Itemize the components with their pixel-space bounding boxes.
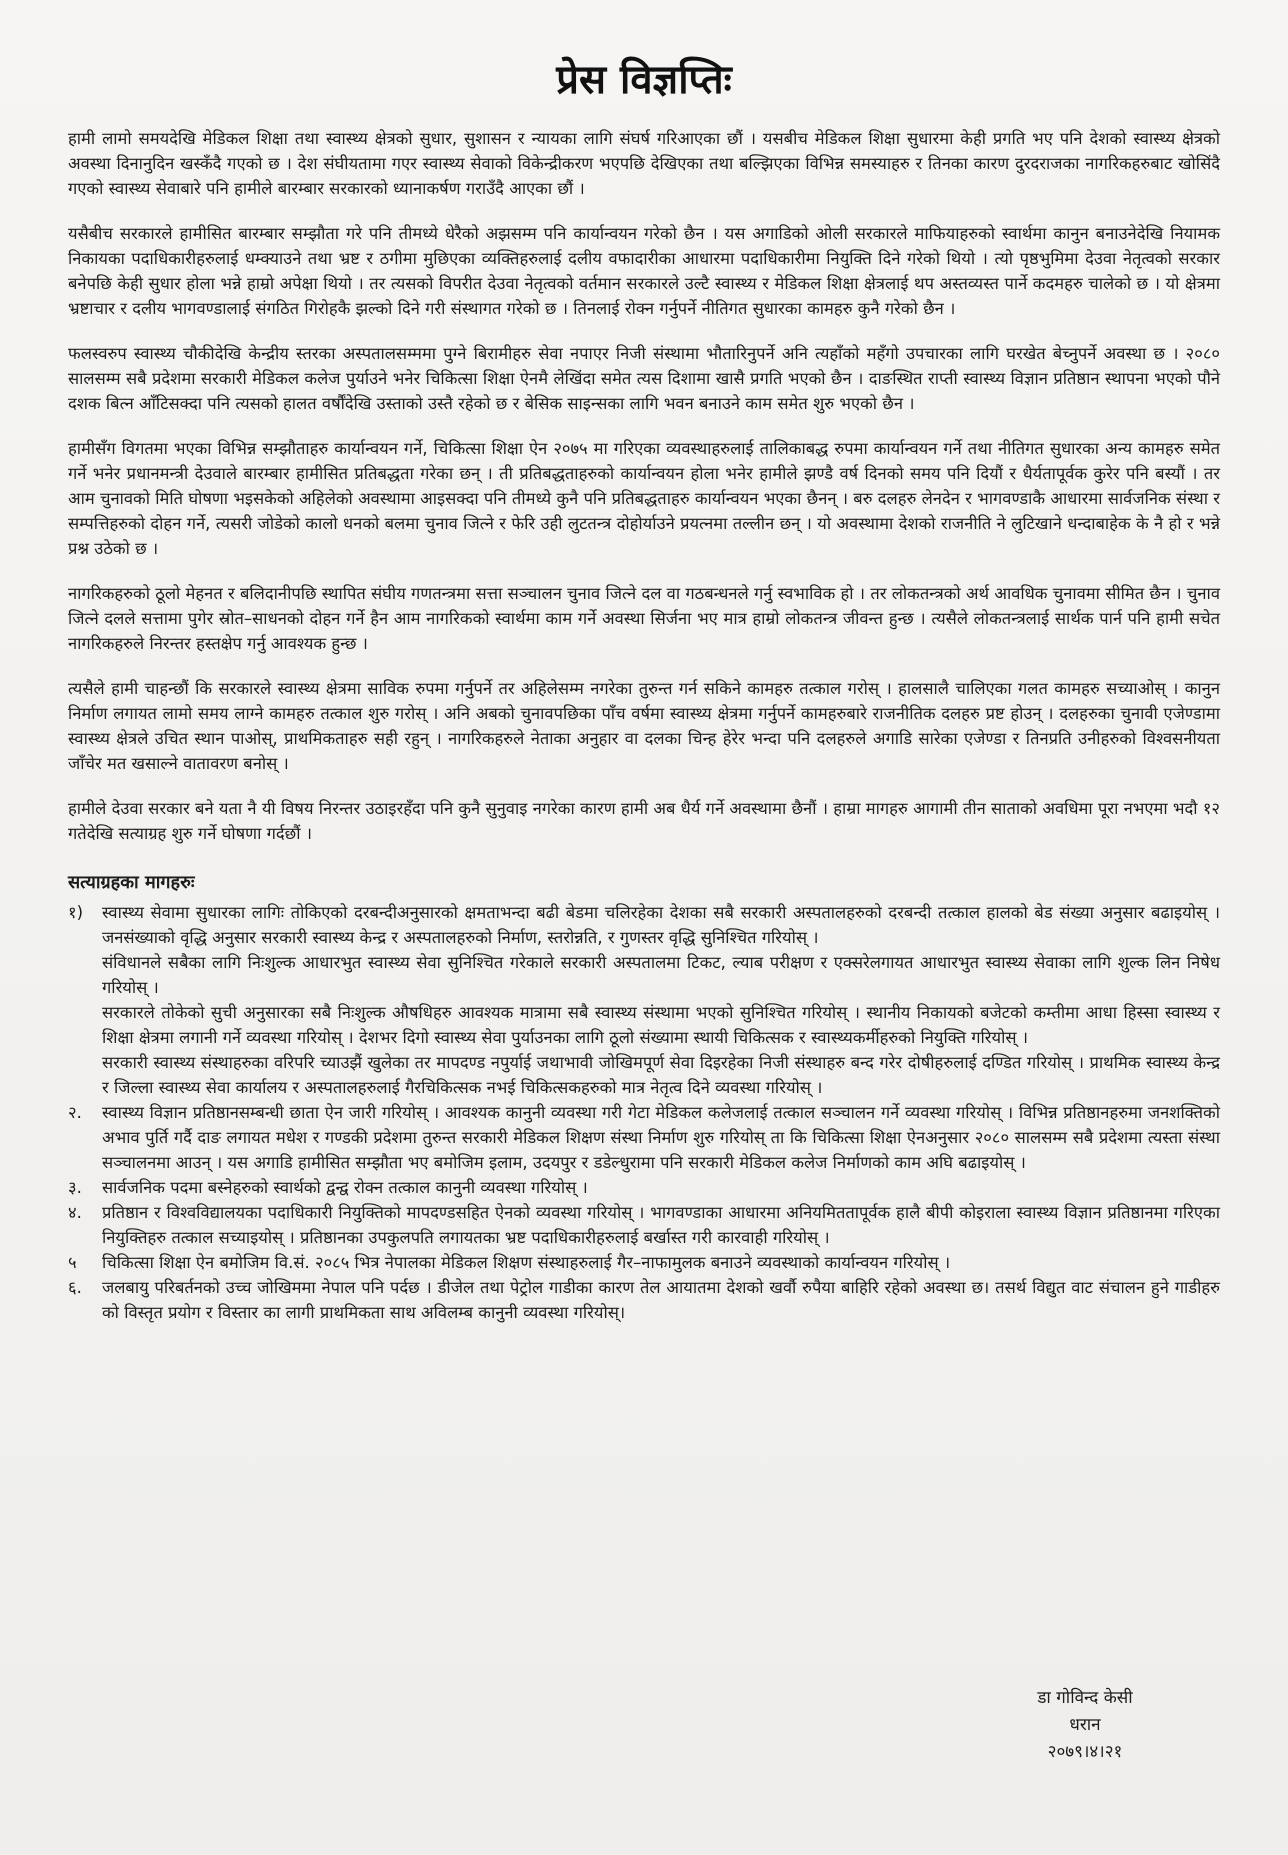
paragraph: हामी लामो समयदेखि मेडिकल शिक्षा तथा स्वास्थ्य क्षेत्रको सुधार, सुशासन र न्यायका लागि संघर्ष गरिआएका छौं । यसबीच मेडिकल शिक्षा सुधारमा केही प्रगति भए पनि देशको स्वास्थ्य क्षेत्रको अवस्था दिनानुदिन खस्कँदै गएको छ । देश संघीयतामा गएर स्वास्थ्य सेवाको विकेन्द्रीकरण भएपछि देखिएका तथा बल्झिएका विभिन्न समस्याहरु र तिनका कारण दुरदराजका नागरिकहरुबाट खोसिंदै गएको स्वास्थ्य सेवाबारे पनि हामीले बारम्बार सरकारको ध्यानाकर्षण गराउँदै आएका छौं ।: [68, 129, 1220, 198]
demand-item-4: [68, 1200, 1220, 1250]
press-release-body: [68, 126, 1220, 1325]
demand-number: १): [68, 903, 84, 922]
paragraph: नागरिकहरुको ठूलो मेहनत र बलिदानीपछि स्थापित संघीय गणतन्त्रमा सत्ता सञ्चालन चुनाव जित्ने दल वा गठबन्धनले गर्नु स्वभाविक हो । तर लोकतन्त्रको अर्थ आवधिक चुनावमा सीमित छैन । चुनाव जित्ने दलले सत्तामा पुगेर स्रोत–साधनको दोहन गर्ने हैन आम नागरिकको स्वार्थमा काम गर्ने अवस्था सिर्जना भए मात्र हाम्रो लोकतन्त्र जीवन्त हुन्छ । त्यसैले लोकतन्त्रलाई सार्थक पार्न पनि हामी सचेत नागरिकहरुले निरन्तर हस्तक्षेप गर्नु आवश्यक हुन्छ ।: [68, 584, 1220, 653]
paragraph: हामीसँग विगतमा भएका विभिन्न सम्झौताहरु कार्यान्वयन गर्ने, चिकित्सा शिक्षा ऐन २०७५ मा गरिएका व्यवस्थाहरुलाई तालिकाबद्ध रुपमा कार्यान्वयन गर्ने तथा नीतिगत सुधारका अन्य कामहरु समेत गर्ने भनेर प्रधानमन्त्री देउवाले बारम्बार हामीसित प्रतिबद्धता गरेका छन् । ती प्रतिबद्धताहरुको कार्यान्वयन होला भनेर हामीले झण्डै वर्ष दिनको समय पनि दियौं र धैर्यतापूर्वक कुरेर पनि बस्यौं । तर आम चुनावको मिति घोषणा भइसकेको अहिलेको अवस्थामा आइसक्दा पनि तीमध्ये कुनै पनि प्रतिबद्धताहरु कार्यान्वयन भएका छैनन् । बरु दलहरु लेनदेन र भागवण्डाकै आधारमा सार्वजनिक संस्था र सम्पत्तिहरुको दोहन गर्ने, त्यसरी जोडेको कालो धनको बलमा चुनाव जित्ने र फेरि उही लुटतन्त्र दोहोर्याउने प्रयत्नमा तल्लीन छन् । यो अवस्थामा देशको राजनीति ने लुटिखाने धन्दाबाहेक के नै हो र भन्ने प्रश्न उठेको छ ।: [68, 439, 1220, 558]
demand-number: २.: [68, 1103, 82, 1122]
demand-text: चिकित्सा शिक्षा ऐन बमोजिम वि.सं. २०८५ भित्र नेपालका मेडिकल शिक्षण संस्थाहरुलाई गैर–नाफामुलक बनाउने व्यवस्थाको कार्यान्वयन गरियोस् ।: [102, 1253, 951, 1272]
demand-number: ३.: [68, 1178, 82, 1197]
demand-text: स्वास्थ्य विज्ञान प्रतिष्ठानसम्बन्धी छाता ऐन जारी गरियोस् । आवश्यक कानुनी व्यवस्था गरी गेटा मेडिकल कलेजलाई तत्काल सञ्चालन गर्ने व्यवस्था गरियोस् । विभिन्न प्रतिष्ठानहरुमा जनशक्तिको अभाव पुर्ति गर्दै दाङ लगायत मधेश र गण्डकी प्रदेशमा तुरुन्त सरकारी मेडिकल शिक्षण संस्था निर्माण शुरु गरियोस् ता कि चिकित्सा शिक्षा ऐनअनुसार २०८० सालसम्म सबै प्रदेशमा त्यस्ता संस्था सञ्चालनमा आउन् । यस अगाडि हामीसित सम्झौता भए बमोजिम इलाम, उदयपुर र डडेल्धुरामा पनि सरकारी मेडिकल कलेज निर्माणको काम अघि बढाइयोस् ।: [102, 1103, 1220, 1172]
demand-number: ४.: [68, 1203, 82, 1222]
demand-item-2: [68, 1100, 1220, 1175]
paragraph: यसैबीच सरकारले हामीसित बारम्बार सम्झौता गरे पनि तीमध्ये धेरैको अझसम्म पनि कार्यान्वयन गरेको छैन । यस अगाडिको ओली सरकारले माफियाहरुको स्वार्थमा कानुन बनाउनेदेखि नियामक निकायका पदाधिकारीहरुलाई धम्क्याउने तथा भ्रष्ट र ठगीमा मुछिएका व्यक्तिहरुलाई दलीय वफादारीका आधारमा पदाधिकारीमा नियुक्ति दिने गरेको थियो । त्यो पृष्ठभुमिमा देउवा नेतृत्वको सरकार बनेपछि केही सुधार होला भन्ने हाम्रो अपेक्षा थियो । तर त्यसको विपरीत देउवा नेतृत्वको वर्तमान सरकारले उल्टै स्वास्थ्य र मेडिकल शिक्षा क्षेत्रलाई थप अस्तव्यस्त पार्ने कदमहरु चालेको छ । यो क्षेत्रमा भ्रष्टाचार र दलीय भागवण्डालाई संगठित गिरोहकै झल्को दिने गरी संस्थागत गरेको छ । तिनलाई रोक्न गर्नुपर्ने नीतिगत सुधारका कामहरु कुनै गरेको छैन ।: [68, 224, 1220, 318]
demand-text: प्रतिष्ठान र विश्वविद्यालयका पदाधिकारी नियुक्तिको मापदण्डसहित ऐनको व्यवस्था गरियोस् । भागवण्डाका आधारमा अनियमिततापूर्वक हालै बीपी कोइराला स्वास्थ्य विज्ञान प्रतिष्ठानमा गरिएका नियुक्तिहरु तत्काल सच्याइयोस् । प्रतिष्ठानका उपकुलपति लगायतका भ्रष्ट पदाधिकारीहरुलाई बर्खास्त गरी कारवाही गरियोस् ।: [102, 1203, 1220, 1247]
demand-text: जलबायु परिबर्तनको उच्च जोखिममा नेपाल पनि पर्दछ । डीजेल तथा पेट्रोल गाडीका कारण तेल आयातमा देशको खर्वौ रुपैया बाहिरि रहेको अवस्था छ। तसर्थ विद्युत वाट संचालन हुने गाडीहरु को विस्तृत प्रयोग र विस्तार का लागी प्राथमिकता साथ अविलम्ब कानुनी व्यवस्था गरियोस्।: [102, 1278, 1220, 1322]
demand-item-6: [68, 1275, 1220, 1325]
demand-text: स्वास्थ्य सेवामा सुधारका लागिः तोकिएको दरबन्दीअनुसारको क्षमताभन्दा बढी बेडमा चलिरहेका देशका सबै सरकारी अस्पतालहरुको दरबन्दी तत्काल हालको बेड संख्या अनुसार बढाइयोस् । जनसंख्याको वृद्धि अनुसार सरकारी स्वास्थ्य केन्द्र र अस्पतालहरुको निर्माण, स्तरोन्नति, र गुणस्तर वृद्धि सुनिश्चित गरियोस् ।: [102, 903, 1220, 947]
paragraph: फलस्वरुप स्वास्थ्य चौकीदेखि केन्द्रीय स्तरका अस्पतालसम्ममा पुग्ने बिरामीहरु सेवा नपाएर निजी संस्थामा भौतारिनुपर्ने अनि त्यहाँको महँगो उपचारका लागि घरखेत बेच्नुपर्ने अवस्था छ । २०८० सालसम्म सबै प्रदेशमा सरकारी मेडिकल कलेज पुर्याउने भनेर चिकित्सा शिक्षा ऐनमै लेखिंदा समेत त्यस दिशामा खासै प्रगति भएको छैन । दाङस्थित राप्ती स्वास्थ्य विज्ञान प्रतिष्ठान स्थापना भएको पौने दशक बित्न आँटिसक्दा पनि त्यसको हालत वर्षौंदेखि उस्ताको उस्तै रहेको छ र बेसिक साइन्सका लागि भवन बनाउने काम समेत शुरु भएको छैन ।: [68, 344, 1220, 413]
demand-text: संविधानले सबैका लागि निःशुल्क आधारभुत स्वास्थ्य सेवा सुनिश्चित गरेकाले सरकारी अस्पतालमा टिकट, ल्याब परीक्षण र एक्सरेलगायत आधारभुत स्वास्थ्य सेवाका लागि शुल्क लिन निषेध गरियोस् ।: [102, 953, 1220, 997]
signatory-name: डा गोविन्द केसी: [1037, 1688, 1133, 1708]
signatory-place: धरान: [1069, 1715, 1101, 1735]
demand-text: सार्वजनिक पदमा बस्नेहरुको स्वार्थको द्वन्द्व रोक्न तत्काल कानुनी व्यवस्था गरियोस् ।: [102, 1178, 588, 1197]
signature-date: २०७९।४।२१: [1047, 1742, 1123, 1762]
paragraph: हामीले देउवा सरकार बने यता नै यी विषय निरन्तर उठाइरहँदा पनि कुनै सुनुवाइ नगरेका कारण हामी अब धैर्य गर्ने अवस्थामा छैनौं । हाम्रा मागहरु आगामी तीन साताको अवधिमा पूरा नभएमा भदौ १२ गतेदेखि सत्याग्रह शुरु गर्ने घोषणा गर्दछौं ।: [68, 799, 1220, 843]
demand-item-1: [68, 900, 1220, 1100]
demand-number: ५: [68, 1253, 77, 1272]
demand-item-3: [68, 1175, 1220, 1200]
demands-heading: सत्याग्रहका मागहरुः: [68, 872, 195, 893]
demand-text: सरकारले तोकेको सुची अनुसारका सबै निःशुल्क औषधिहरु आवश्यक मात्रामा सबै स्वास्थ्य संस्थामा भएको सुनिश्चित गरियोस् । स्थानीय निकायको बजेटको कम्तीमा आधा हिस्सा स्वास्थ्य र शिक्षा क्षेत्रमा लगानी गर्ने व्यवस्था गरियोस् । देशभर दिगो स्वास्थ्य सेवा पुर्याउनका लागि ठूलो संख्यामा स्थायी चिकित्सक र स्वास्थ्यकर्मीहरुको नियुक्ति गरियोस् ।: [102, 1003, 1220, 1047]
paragraph: त्यसैले हामी चाहन्छौं कि सरकारले स्वास्थ्य क्षेत्रमा साविक रुपमा गर्नुपर्ने तर अहिलेसम्म नगरेका तुरुन्त गर्न सकिने कामहरु तत्काल गरोस् । हालसालै चालिएका गलत कामहरु सच्याओस् । कानुन निर्माण लगायत लामो समय लाग्ने कामहरु तत्काल शुरु गरोस् । अनि अबको चुनावपछिका पाँच वर्षमा स्वास्थ्य क्षेत्रमा गर्नुपर्ने कामहरुबारे राजनीतिक दलहरु प्रष्ट होउन् । दलहरुका चुनावी एजेण्डामा स्वास्थ्य क्षेत्रले उचित स्थान पाओस्, प्राथमिकताहरु सही रहुन् । नागरिकहरुले नेताका अनुहार वा दलका चिन्ह हेरेर भन्दा पनि दलहरुले अगाडि सारेका एजेण्डा र तिनप्रति उनीहरुको विश्वसनीयता जाँचेर मत खसाल्ने वातावरण बनोस् ।: [68, 679, 1220, 773]
demand-number: ६.: [68, 1278, 82, 1297]
demand-item-5: [68, 1250, 1220, 1275]
demand-text: सरकारी स्वास्थ्य संस्थाहरुका वरिपरि च्याउझैं खुलेका तर मापदण्ड नपुर्याई जथाभावी जोखिमपूर्ण सेवा दिइरहेका निजी संस्थाहरु बन्द गरेर दोषीहरुलाई दण्डित गरियोस् । प्राथमिक स्वास्थ्य केन्द्र र जिल्ला स्वास्थ्य सेवा कार्यालय र अस्पतालहरुलाई गैरचिकित्सक नभई चिकित्सकहरुको मात्र नेतृत्व दिने व्यवस्था गरियोस् ।: [102, 1053, 1220, 1097]
page-title: प्रेस विज्ञप्तिः: [556, 57, 732, 103]
signature-block: [1000, 1685, 1170, 1766]
